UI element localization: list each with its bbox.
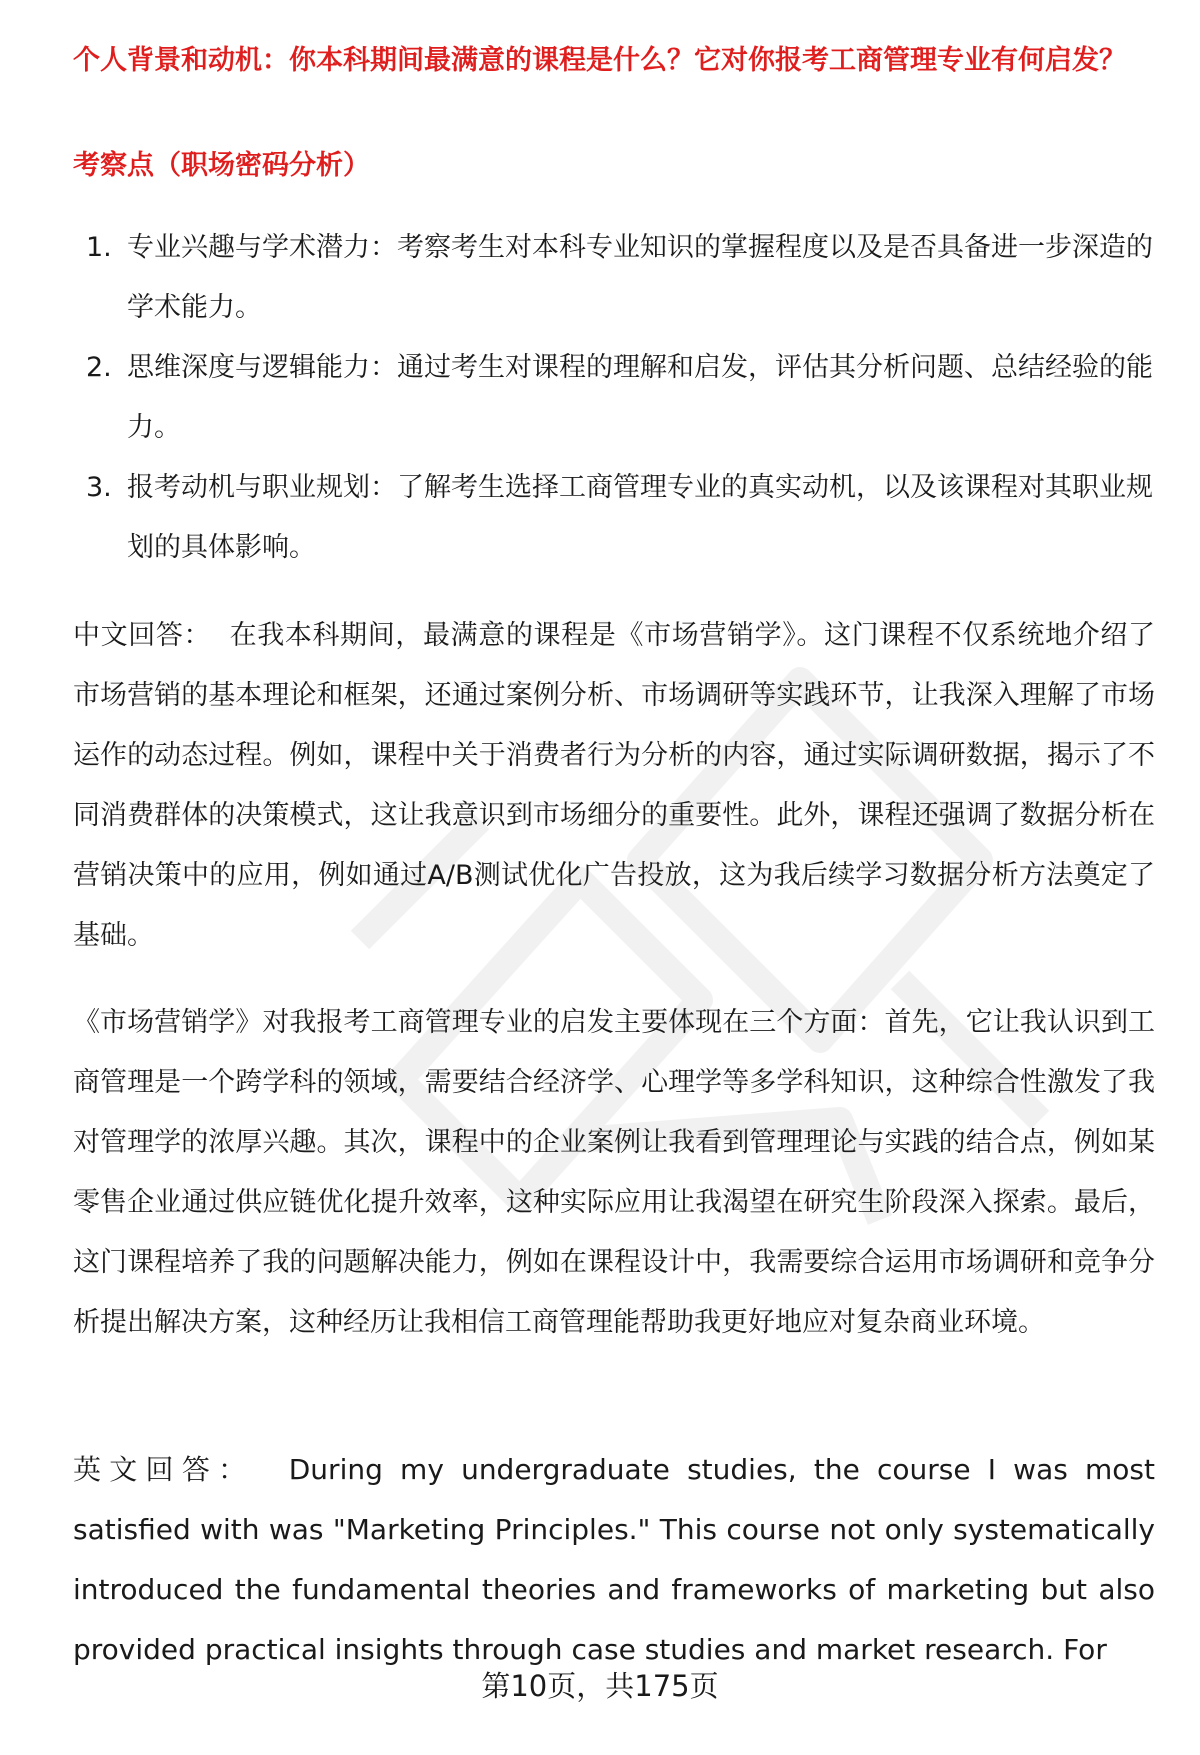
list-item xyxy=(73,218,1153,338)
analysis-heading: 考察点（职场密码分析） xyxy=(73,150,370,181)
list-item xyxy=(73,458,1153,578)
list-item-number: 2. xyxy=(86,352,112,383)
chinese-answer-paragraph xyxy=(73,606,1155,966)
list-item-text: 报考动机与职业规划：了解考生选择工商管理专业的真实动机，以及该课程对其职业规划的具体影响。 xyxy=(127,472,1153,563)
list-item-number: 1. xyxy=(86,232,112,263)
chinese-answer-label: 中文回答： xyxy=(73,620,212,651)
analysis-points-list xyxy=(73,218,1153,578)
list-item-text: 思维深度与逻辑能力：通过考生对课程的理解和启发，评估其分析问题、总结经验的能力。 xyxy=(127,352,1153,443)
list-item xyxy=(73,338,1153,458)
english-answer-label: 英文回答： xyxy=(73,1453,255,1486)
chinese-answer-text: 在我本科期间，最满意的课程是《市场营销学》。这门课程不仅系统地介绍了市场营销的基本理论和框架，还通过案例分析、市场调研等实践环节，让我深入理解了市场运作的动态过程。例如，课程中关于消费者行为分析的内容，通过实际调研数据，揭示了不同消费群体的决策模式，这让我意识到市场细分的重要性。此外，课程还强调了数据分析在营销决策中的应用，例如通过A/B测试优化广告投放，这为我后续学习数据分析方法奠定了基础。 xyxy=(73,620,1156,951)
english-answer-text: During my undergraduate studies, the course I was most satisfied with was "Marketing Principles." This course not only systematically introduced the fundamental theories and frameworks of marketing but also provided practical insights through case studies and market research. For xyxy=(73,1453,1155,1666)
english-answer-paragraph xyxy=(73,1440,1155,1680)
list-item-number: 3. xyxy=(86,472,112,503)
question-title: 个人背景和动机：你本科期间最满意的课程是什么？它对你报考工商管理专业有何启发？ xyxy=(73,45,1126,76)
page-number-footer: 第10页，共175页 xyxy=(481,1669,719,1703)
list-item-text: 专业兴趣与学术潜力：考察考生对本科专业知识的掌握程度以及是否具备进一步深造的学术能力。 xyxy=(127,232,1153,323)
chinese-answer-paragraph-2: 《市场营销学》对我报考工商管理专业的启发主要体现在三个方面：首先，它让我认识到工商管理是一个跨学科的领域，需要结合经济学、心理学等多学科知识，这种综合性激发了我对管理学的浓厚兴趣。其次，课程中的企业案例让我看到管理理论与实践的结合点，例如某零售企业通过供应链优化提升效率，这种实际应用让我渴望在研究生阶段深入探索。最后，这门课程培养了我的问题解决能力，例如在课程设计中，我需要综合运用市场调研和竞争分析提出解决方案，这种经历让我相信工商管理能帮助我更好地应对复杂商业环境。 xyxy=(73,1007,1155,1338)
